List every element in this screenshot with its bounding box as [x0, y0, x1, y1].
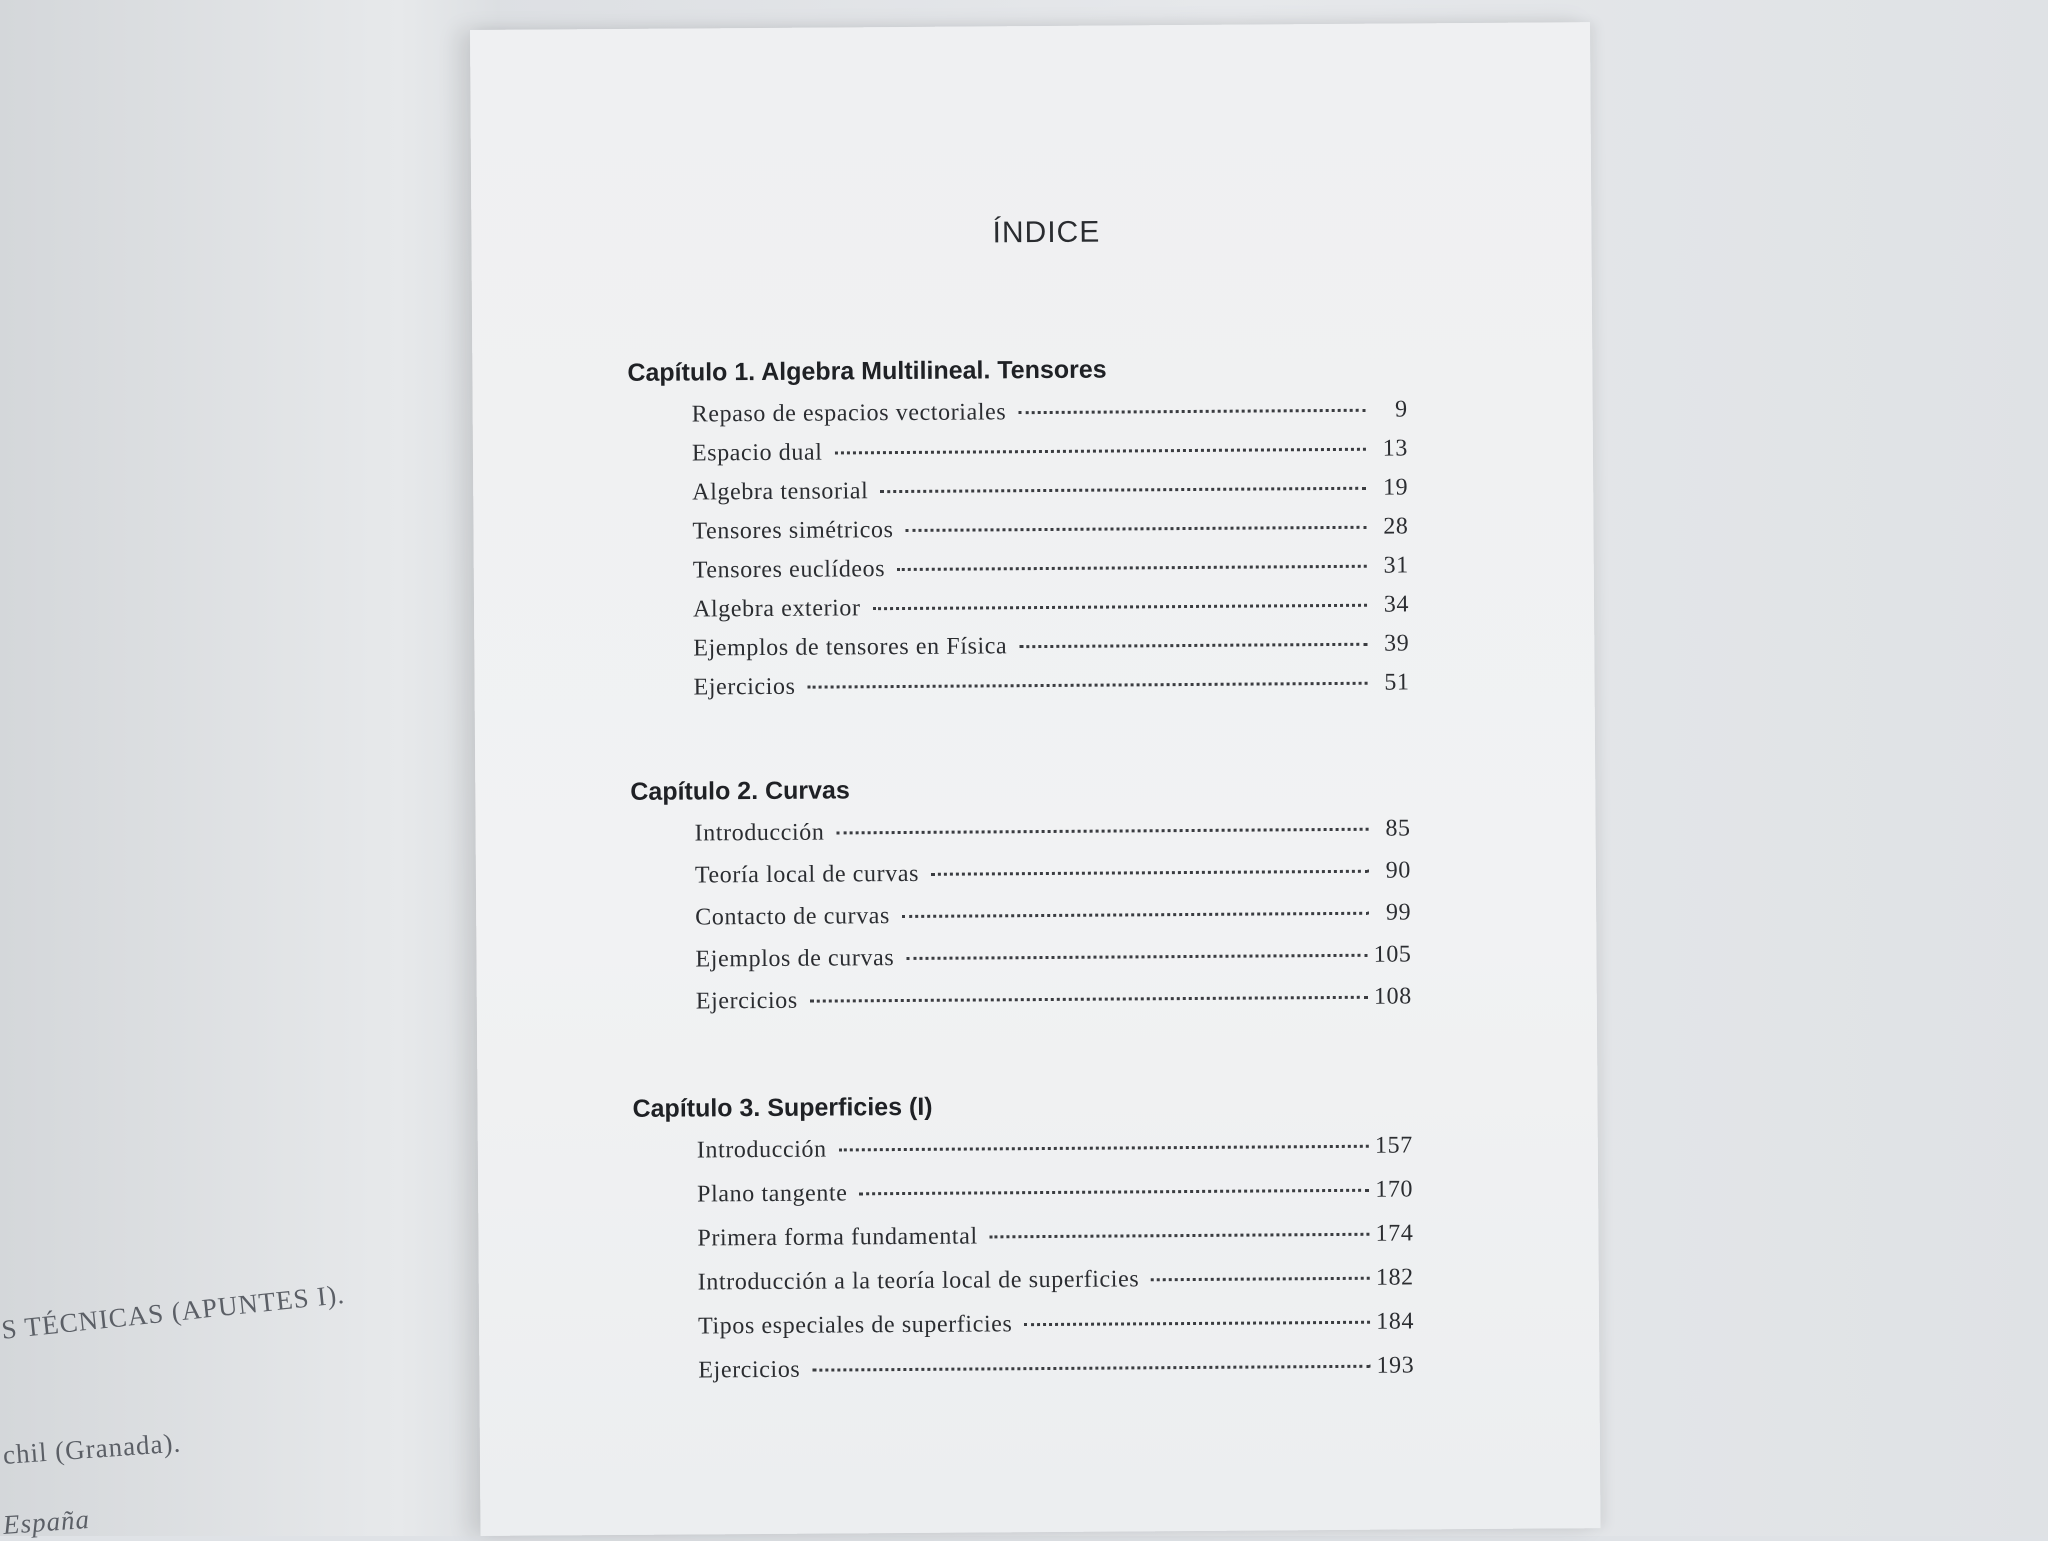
- dot-leader: [812, 1363, 1370, 1372]
- entry-label: Tensores euclídeos: [692, 556, 886, 584]
- left-page-text-3: España: [2, 1503, 91, 1540]
- entry-label: Ejercicios: [695, 987, 798, 1015]
- toc-entry: [629, 630, 1409, 674]
- entry-page-number: 184: [1376, 1308, 1415, 1335]
- chapter-title: Capítulo 1. Algebra Multilineal. Tensores: [627, 355, 1107, 387]
- chapter-title: Capítulo 2. Curvas: [630, 776, 850, 806]
- entry-label: Teoría local de curvas: [694, 860, 920, 889]
- entry-label: Plano tangente: [697, 1180, 848, 1208]
- dot-leader: [990, 1231, 1370, 1239]
- left-page-text-1: S TÉCNICAS (APUNTES I).: [0, 1278, 347, 1345]
- chapter-2: [630, 772, 1412, 1030]
- chapter-3: [632, 1089, 1414, 1401]
- table-of-contents: [627, 353, 1415, 1465]
- entry-page-number: 182: [1375, 1264, 1414, 1291]
- toc-entry: [633, 1132, 1413, 1181]
- entry-label: Espacio dual: [691, 439, 823, 467]
- entry-page-number: 90: [1385, 857, 1411, 884]
- left-page: [0, 0, 500, 1540]
- dot-leader: [906, 952, 1367, 960]
- entry-page-number: 39: [1384, 630, 1410, 657]
- dot-leader: [836, 826, 1368, 835]
- dot-leader: [839, 1143, 1369, 1152]
- entry-page-number: 170: [1375, 1176, 1414, 1203]
- chapter-title: Capítulo 3. Superficies (I): [632, 1092, 933, 1123]
- toc-entry: [634, 1264, 1414, 1313]
- entry-page-number: 34: [1383, 591, 1410, 618]
- entry-label: Contacto de curvas: [695, 903, 891, 931]
- entry-page-number: 31: [1383, 552, 1409, 579]
- toc-entry: [631, 941, 1411, 988]
- entry-page-number: 193: [1376, 1352, 1415, 1379]
- entry-label: Tipos especiales de superficies: [697, 1311, 1013, 1340]
- entry-page-number: 13: [1382, 435, 1409, 462]
- left-page-text-2: chil (Granada).: [2, 1427, 183, 1470]
- toc-entry: [633, 1220, 1413, 1269]
- dot-leader: [905, 524, 1366, 532]
- entry-label: Algebra exterior: [692, 595, 861, 623]
- entry-label: Introducción a la teoría local de superficies: [697, 1266, 1140, 1296]
- chapter-1: [627, 353, 1409, 713]
- dot-leader: [873, 602, 1367, 610]
- entry-page-number: 157: [1374, 1132, 1413, 1159]
- entry-label: Algebra tensorial: [692, 478, 869, 506]
- toc-entry: [633, 1176, 1413, 1225]
- entry-page-number: 105: [1373, 941, 1412, 968]
- dot-leader: [1018, 407, 1365, 414]
- toc-entry: [630, 669, 1410, 713]
- entry-page-number: 19: [1382, 474, 1409, 501]
- entry-page-number: 174: [1375, 1220, 1414, 1247]
- toc-entry: [634, 1308, 1414, 1357]
- toc-entry: [631, 899, 1411, 946]
- entry-page-number: 85: [1385, 815, 1411, 842]
- entry-label: Tensores simétricos: [692, 517, 894, 545]
- entry-label: Primera forma fundamental: [697, 1223, 978, 1252]
- toc-entry: [628, 474, 1408, 518]
- toc-entry: [629, 552, 1409, 596]
- dot-leader: [880, 485, 1366, 493]
- dot-leader: [902, 910, 1369, 918]
- toc-entry: [628, 396, 1408, 440]
- index-page: [470, 22, 1600, 1536]
- toc-entry: [632, 983, 1412, 1030]
- dot-leader: [810, 994, 1368, 1003]
- entry-label: Ejemplos de curvas: [695, 945, 895, 973]
- dot-leader: [834, 446, 1366, 455]
- entry-page-number: 99: [1385, 899, 1412, 926]
- entry-label: Ejercicios: [698, 1356, 801, 1384]
- entry-page-number: 51: [1384, 669, 1410, 696]
- toc-entry: [634, 1352, 1414, 1401]
- toc-entry: [628, 435, 1408, 479]
- entry-page-number: 108: [1373, 983, 1412, 1010]
- dot-leader: [859, 1187, 1369, 1196]
- dot-leader: [1019, 641, 1367, 648]
- entry-label: Introducción: [696, 1136, 827, 1164]
- entry-page-number: 9: [1394, 396, 1408, 423]
- toc-entry: [631, 815, 1411, 862]
- entry-label: Introducción: [694, 819, 825, 847]
- entry-label: Ejercicios: [693, 673, 796, 701]
- toc-entry: [628, 513, 1408, 557]
- entry-label: Ejemplos de tensores en Física: [693, 633, 1008, 662]
- dot-leader: [808, 680, 1368, 689]
- index-title: ÍNDICE: [992, 215, 1101, 250]
- entry-label: Repaso de espacios vectoriales: [691, 399, 1007, 428]
- dot-leader: [931, 868, 1369, 876]
- entry-page-number: 28: [1383, 513, 1409, 540]
- dot-leader: [897, 563, 1367, 571]
- toc-entry: [631, 857, 1411, 904]
- dot-leader: [1024, 1319, 1370, 1326]
- dot-leader: [1151, 1275, 1370, 1282]
- toc-entry: [629, 591, 1409, 635]
